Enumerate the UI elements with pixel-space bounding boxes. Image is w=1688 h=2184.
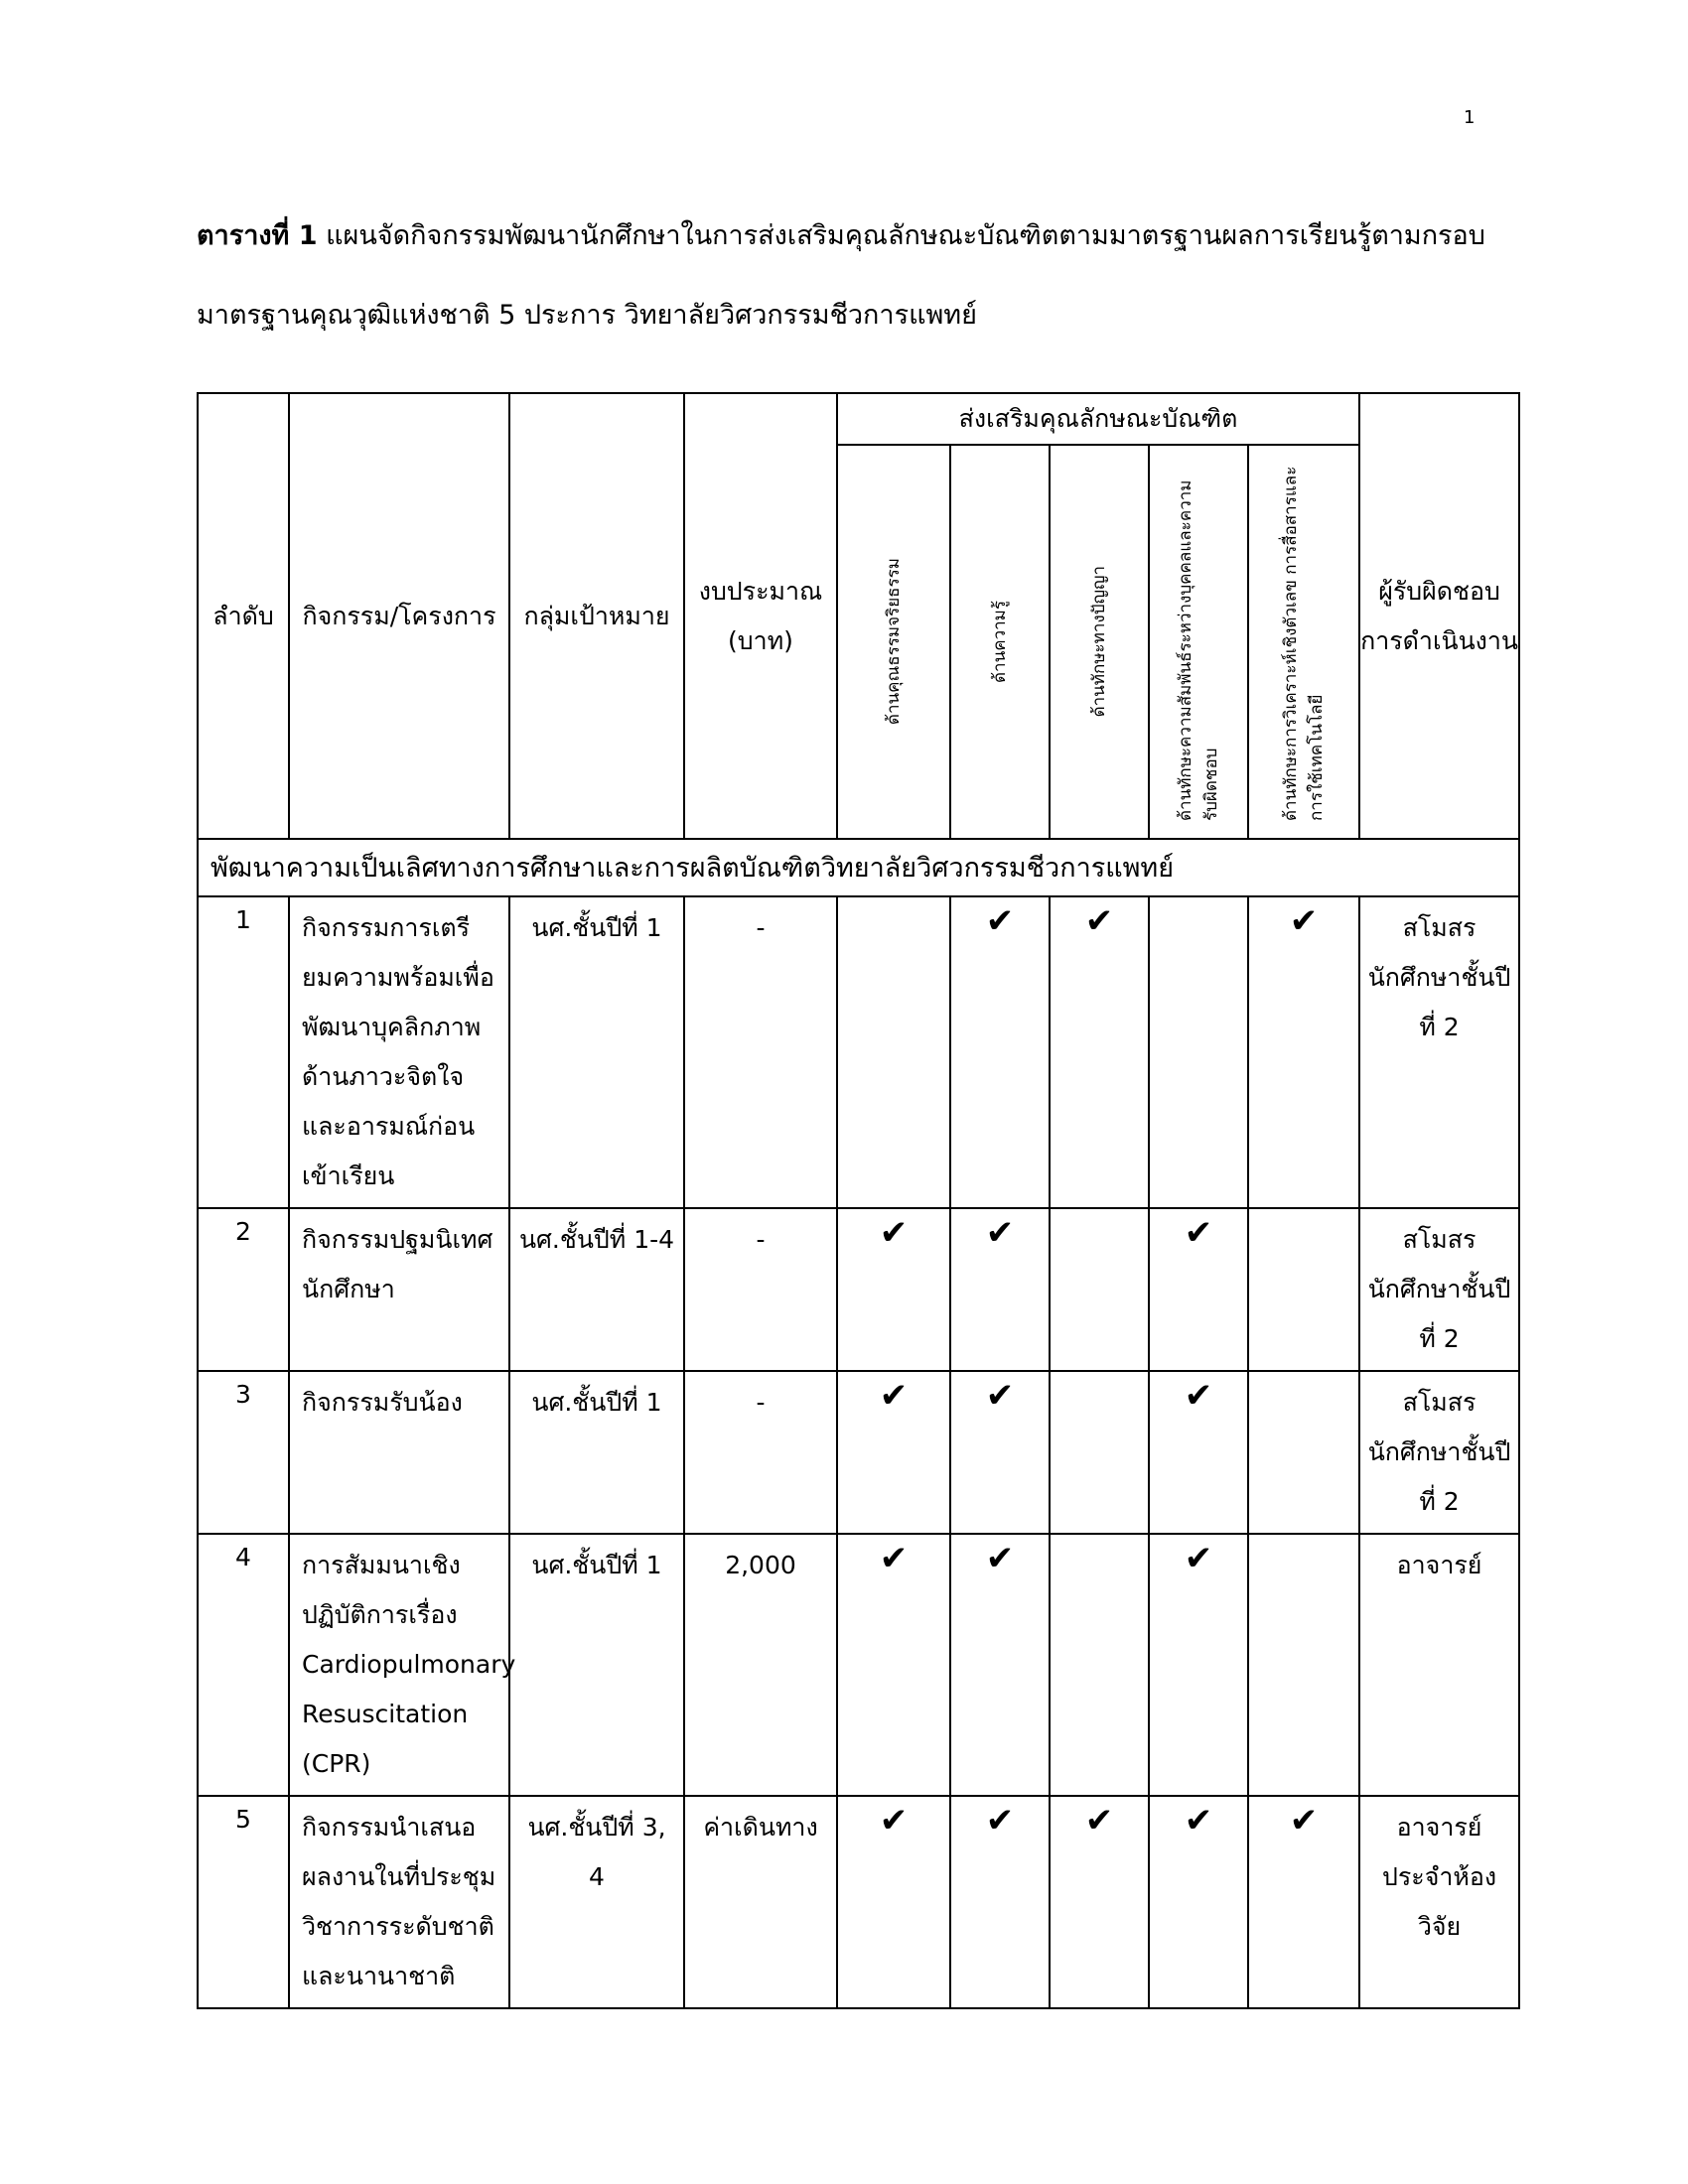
check-mark-icon: ✔: [1184, 1539, 1213, 1578]
activity-plan-table: [197, 392, 1520, 2009]
row-attribute-cell: [1149, 1796, 1248, 2008]
table-caption: [197, 197, 1507, 355]
row-attribute-cell: [950, 896, 1050, 1208]
row-attribute-cell: [1248, 1208, 1359, 1371]
row-attribute-cell: [837, 1208, 950, 1371]
check-mark-icon: ✔: [1184, 1801, 1213, 1841]
row-attribute-cell: [1050, 1208, 1149, 1371]
header-attribute-knowledge: [950, 445, 1050, 839]
attribute-label: ด้านทักษะความสัมพันธ์ระหว่างบุคคลและความรับผิดชอบ: [1176, 479, 1221, 821]
header-attribute-interpersonal: [1149, 445, 1248, 839]
row-responsible: สโมสรนักศึกษาชั้นปีที่ 2: [1359, 896, 1519, 1208]
attribute-label: ด้านคุณธรรมจริยธรรม: [884, 558, 904, 726]
check-mark-icon: ✔: [985, 1539, 1015, 1578]
row-target: นศ.ชั้นปีที่ 1: [509, 1371, 684, 1534]
row-attribute-cell: [837, 1371, 950, 1534]
section-row: [198, 839, 1519, 896]
row-responsible: อาจารย์: [1359, 1534, 1519, 1796]
header-no: ลำดับ: [198, 393, 289, 839]
table-row: [198, 1796, 1519, 2008]
row-responsible: สโมสรนักศึกษาชั้นปีที่ 2: [1359, 1371, 1519, 1534]
check-mark-icon: ✔: [985, 1213, 1015, 1253]
row-activity: กิจกรรมนำเสนอผลงานในที่ประชุมวิชาการระดับชาติและนานาชาติ: [289, 1796, 509, 2008]
header-attributes-group: ส่งเสริมคุณลักษณะบัณฑิต: [837, 393, 1359, 445]
table-row: [198, 1534, 1519, 1796]
table-row: [198, 1371, 1519, 1534]
row-budget: -: [684, 1371, 837, 1534]
caption-label: ตารางที่ 1: [197, 220, 318, 251]
row-attribute-cell: [1248, 896, 1359, 1208]
row-number: 5: [198, 1796, 289, 2008]
check-mark-icon: ✔: [985, 1376, 1015, 1416]
table-row: [198, 1208, 1519, 1371]
check-mark-icon: ✔: [1084, 1801, 1114, 1841]
row-attribute-cell: [1248, 1534, 1359, 1796]
row-target: นศ.ชั้นปีที่ 1: [509, 1534, 684, 1796]
check-mark-icon: ✔: [1289, 1801, 1319, 1841]
row-responsible: สโมสรนักศึกษาชั้นปีที่ 2: [1359, 1208, 1519, 1371]
header-responsible: ผู้รับผิดชอบการดำเนินงาน: [1359, 393, 1519, 839]
row-attribute-cell: [1149, 1208, 1248, 1371]
row-activity: การสัมมนาเชิงปฏิบัติการเรื่อง Cardiopulmonary Resuscitation (CPR): [289, 1534, 509, 1796]
row-attribute-cell: [837, 1796, 950, 2008]
row-target: นศ.ชั้นปีที่ 1-4: [509, 1208, 684, 1371]
row-budget: 2,000: [684, 1534, 837, 1796]
row-responsible: อาจารย์ประจำห้องวิจัย: [1359, 1796, 1519, 2008]
caption-text: แผนจัดกิจกรรมพัฒนานักศึกษาในการส่งเสริมคุณลักษณะบัณฑิตตามมาตรฐานผลการเรียนรู้ตามกรอบมาตรฐานคุณวุฒิแห่งชาติ 5 ประการ วิทยาลัยวิศวกรรมชีวการแพทย์: [197, 220, 1485, 331]
row-number: 3: [198, 1371, 289, 1534]
row-budget: -: [684, 896, 837, 1208]
check-mark-icon: ✔: [1184, 1376, 1213, 1416]
row-attribute-cell: [950, 1371, 1050, 1534]
page-number: 1: [1464, 107, 1476, 128]
row-attribute-cell: [950, 1796, 1050, 2008]
section-title: พัฒนาความเป็นเลิศทางการศึกษาและการผลิตบัณฑิตวิทยาลัยวิศวกรรมชีวการแพทย์: [198, 839, 1519, 896]
row-target: นศ.ชั้นปีที่ 3, 4: [509, 1796, 684, 2008]
header-activity: กิจกรรม/โครงการ: [289, 393, 509, 839]
row-budget: -: [684, 1208, 837, 1371]
header-attribute-ethics: [837, 445, 950, 839]
row-attribute-cell: [1050, 1371, 1149, 1534]
row-number: 2: [198, 1208, 289, 1371]
check-mark-icon: ✔: [879, 1539, 909, 1578]
attribute-label: ด้านความรู้: [990, 600, 1010, 683]
check-mark-icon: ✔: [985, 1801, 1015, 1841]
check-mark-icon: ✔: [1084, 901, 1114, 941]
table-row: [198, 896, 1519, 1208]
row-activity: กิจกรรมปฐมนิเทศนักศึกษา: [289, 1208, 509, 1371]
row-budget: ค่าเดินทาง: [684, 1796, 837, 2008]
attribute-label: ด้านทักษะการวิเคราะห์เชิงตัวเลข การสื่อสารและการใช้เทคโนโลยี: [1281, 466, 1328, 821]
row-attribute-cell: [1149, 1534, 1248, 1796]
row-attribute-cell: [1050, 1796, 1149, 2008]
header-attribute-cognitive: [1050, 445, 1149, 839]
row-number: 4: [198, 1534, 289, 1796]
header-row-top: [198, 393, 1519, 445]
row-attribute-cell: [1248, 1796, 1359, 2008]
row-attribute-cell: [1050, 896, 1149, 1208]
row-activity: กิจกรรมรับน้อง: [289, 1371, 509, 1534]
row-attribute-cell: [1050, 1534, 1149, 1796]
check-mark-icon: ✔: [879, 1213, 909, 1253]
attribute-label: ด้านทักษะทางปัญญา: [1089, 566, 1109, 718]
row-attribute-cell: [1248, 1371, 1359, 1534]
row-attribute-cell: [837, 1534, 950, 1796]
row-attribute-cell: [1149, 1371, 1248, 1534]
row-attribute-cell: [837, 896, 950, 1208]
row-attribute-cell: [950, 1208, 1050, 1371]
check-mark-icon: ✔: [1289, 901, 1319, 941]
header-target: กลุ่มเป้าหมาย: [509, 393, 684, 839]
row-number: 1: [198, 896, 289, 1208]
check-mark-icon: ✔: [985, 901, 1015, 941]
check-mark-icon: ✔: [879, 1801, 909, 1841]
header-budget: งบประมาณ (บาท): [684, 393, 837, 839]
check-mark-icon: ✔: [1184, 1213, 1213, 1253]
check-mark-icon: ✔: [879, 1376, 909, 1416]
header-attribute-numerical-communication: [1248, 445, 1359, 839]
row-activity: กิจกรรมการเตรียมความพร้อมเพื่อพัฒนาบุคลิกภาพด้านภาวะจิตใจและอารมณ์ก่อนเข้าเรียน: [289, 896, 509, 1208]
row-attribute-cell: [1149, 896, 1248, 1208]
row-attribute-cell: [950, 1534, 1050, 1796]
row-target: นศ.ชั้นปีที่ 1: [509, 896, 684, 1208]
